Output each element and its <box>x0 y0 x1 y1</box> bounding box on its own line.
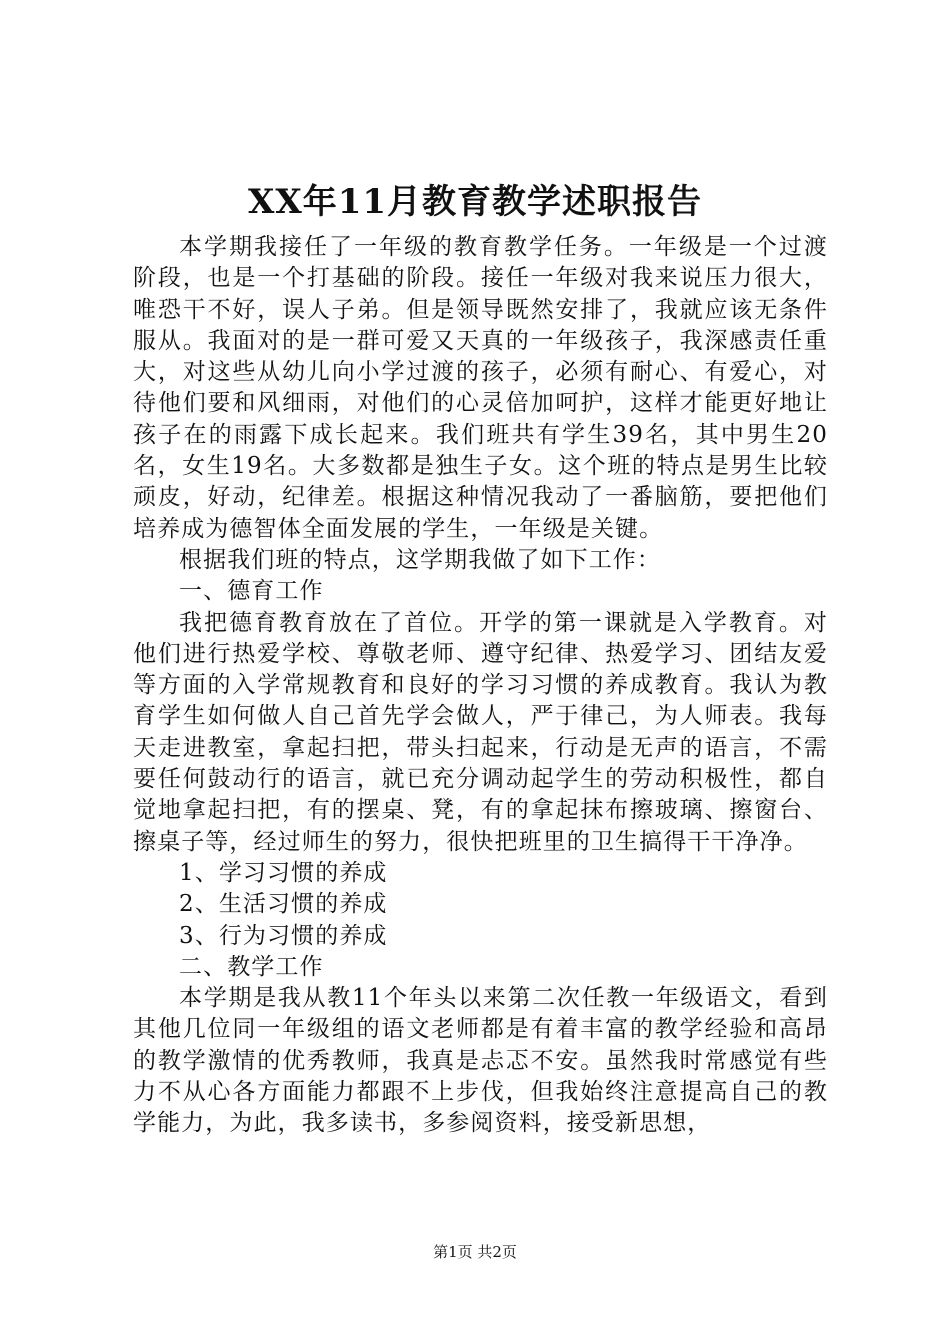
paragraph-work-overview: 根据我们班的特点，这学期我做了如下工作： <box>179 546 661 573</box>
paragraph-intro: 本学期我接任了一年级的教育教学任务。一年级是一个过渡阶段，也是一个打基础的阶段。接任一年级对我来说压力很大，唯恐干不好，误人子弟。但是领导既然安排了，我就应该无条件服从。我面对的是一群可爱又天真的一年级孩子，我深感责任重大，对这些从幼儿向小学过渡的孩子，必须有耐心、有爱心，对待他们要和风细雨，对他们的心灵倍加呵护，这样才能更好地让孩子在的雨露下成长起来。我们班共有学生39名，其中男生20名，女生19名。大多数都是独生子女。这个班的特点是男生比较顽皮，好动，纪律差。根据这种情况我动了一番脑筋，要把他们培养成为德智体全面发展的学生，一年级是关键。 <box>133 234 828 542</box>
paragraph-moral-education: 我把德育教育放在了首位。开学的第一课就是入学教育。对他们进行热爱学校、尊敬老师、遵守纪律、热爱学习、团结友爱等方面的入学常规教育和良好的学习习惯的养成教育。我认为教育学生如何做人自己首先学会做人，严于律己，为人师表。我每天走进教室，拿起扫把，带头扫起来，行动是无声的语言，不需要任何鼓动行的语言，就已充分调动起学生的劳动积极性，都自觉地拿起扫把，有的摆桌、凳，有的拿起抹布擦玻璃、擦窗台、擦桌子等，经过师生的努力，很快把班里的卫生搞得干干净净。 <box>133 609 828 855</box>
document-title: XX年11月教育教学述职报告 <box>247 182 703 222</box>
section-heading-moral-education: 一、德育工作 <box>179 578 324 605</box>
list-item-behavior-habits: 3、行为习惯的养成 <box>179 922 388 949</box>
section-heading-teaching: 二、教学工作 <box>179 953 324 980</box>
page-footer: 第1页 共2页 <box>433 1243 517 1261</box>
document-body <box>133 232 828 1140</box>
list-item-study-habits: 1、学习习惯的养成 <box>179 859 388 886</box>
list-item-life-habits: 2、生活习惯的养成 <box>179 891 388 918</box>
paragraph-teaching: 本学期是我从教11个年头以来第二次任教一年级语文，看到其他几位同一年级组的语文老师都是有着丰富的教学经验和高昂的教学激情的优秀教师，我真是忐忑不安。虽然我时常感觉有些力不从心各方面能力都跟不上步伐，但我始终注意提高自己的教学能力，为此，我多读书，多参阅资料，接受新思想， <box>133 985 828 1137</box>
